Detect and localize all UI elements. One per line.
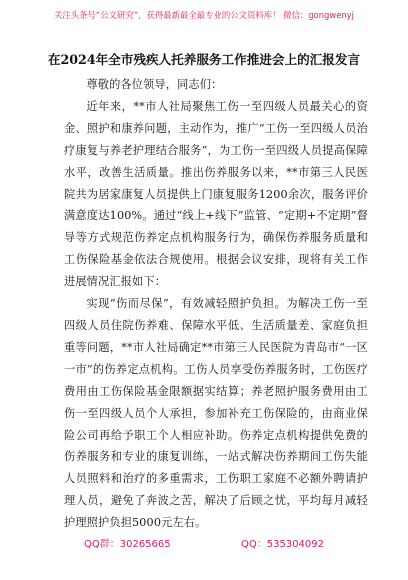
- document-body: [64, 74, 368, 534]
- promo-banner-text: 关注头条号“公文研究”，获得最新最全最专业的公文资料库！ 微信：gongwenyj: [54, 10, 354, 20]
- salutation: 尊敬的各位领导，同志们：: [86, 78, 223, 91]
- footer-qq-number: QQ：535304092: [241, 539, 325, 550]
- promo-banner: [0, 5, 408, 25]
- paragraph-section-1: 实现“伤而尽保”，有效减轻照护负担。为解决工伤一至四级人员住院伤养难、保障水平低、生活质量差、家庭负担重等问题，**市人社局确定**市第三人民医院为青岛市“一区一市”的伤养定点机构。工伤人员享受伤养服务时，工伤医疗费用由工伤保险基金限额据实结算；养老照护服务费用由工伤一至四级人员个人承担，参加补充工伤保险的，由商业保险公司再给予职工个人相应补助。伤养定点机构提供免费的伤养服务和专业的康复训练，一站式解决伤养期间工伤失能人员照料和治疗的多重需求，工伤职工家庭不必额外聘请护理人员，避免了奔波之苦，解决了后顾之忧，平均每月减轻护理照护负担5000元左右。: [64, 297, 368, 530]
- paragraph-intro: 近年来，**市人社局聚焦工伤一至四级人员最关心的资金、照护和康养问题，主动作为，推广“工伤一至四级人员治疗康复与养老护理结合服务”，为工伤一至四级人员提高保障水平，改善生活质量。推出伤养服务以来，**市第三人民医院共为居家康复人员提供上门康复服务1200余次，服务评价满意度达100%。通过“线上+线下”监管、“定期+不定期”督导等方式规范伤养定点机构服务行为，确保伤养服务质量和工伤保险基金依法合规使用。根据会议安排，现将有关工作进展情况汇报如下：: [64, 99, 368, 289]
- document-title: 在2024年全市残疾人托养服务工作推进会上的汇报发言: [47, 52, 361, 67]
- footer-qq-group: QQ群：30265665: [83, 539, 171, 550]
- footer-contacts: [0, 538, 408, 552]
